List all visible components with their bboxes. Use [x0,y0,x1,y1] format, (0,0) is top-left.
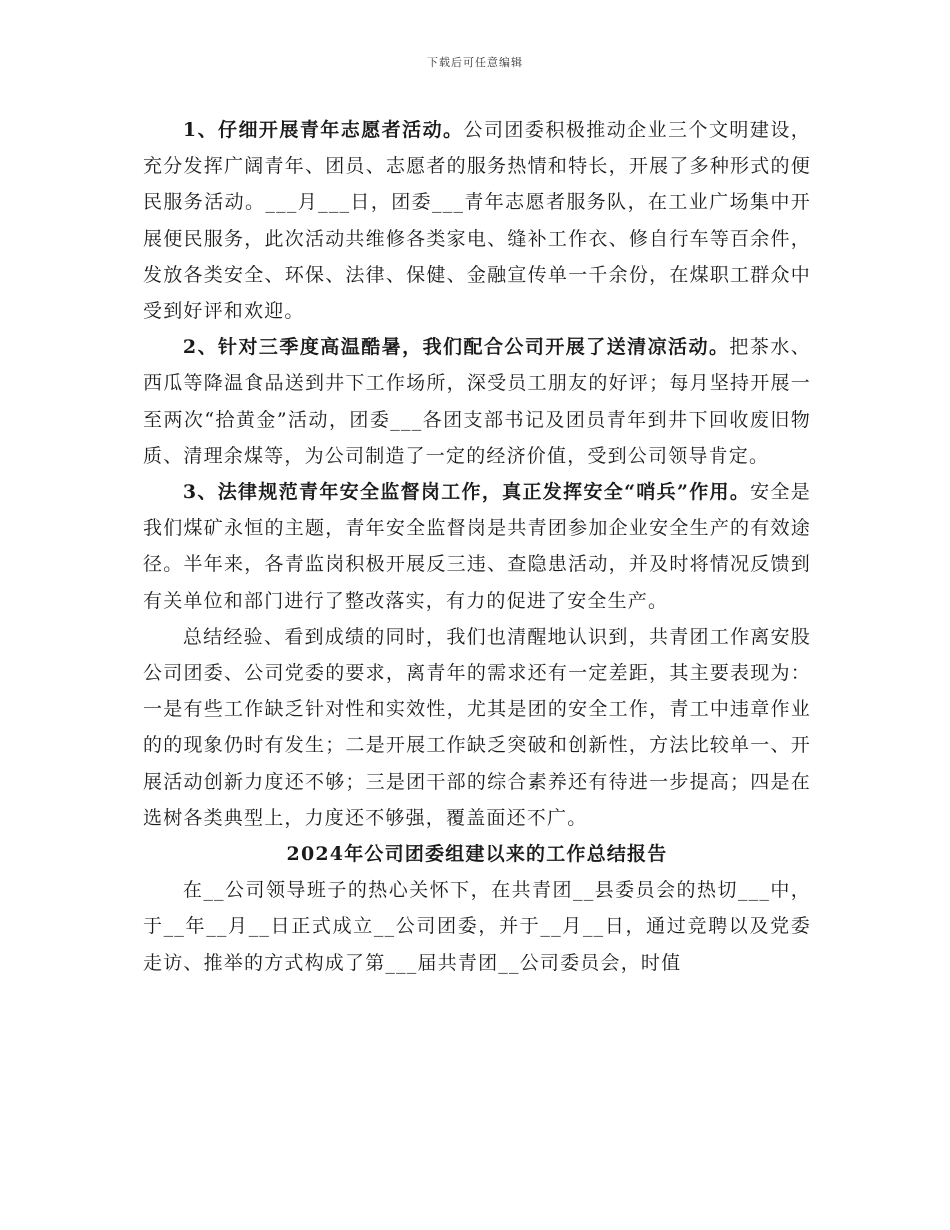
paragraph-lead: 3、法律规范青年安全监督岗工作，真正发挥安全“哨兵”作用。 [182,481,751,504]
section-title: 2024年公司团委组建以来的工作总结报告 [286,843,668,866]
paragraph-safety-supervision [143,474,811,619]
paragraph-summer-cooling [143,329,811,474]
paragraph-text: 把茶水、西瓜等降温食品送到井下工作场所，深受员工朋友的好评；每月坚持开展一至两次“拾黄金”活动，团委___各团支部书记及团员青年到井下回收废旧物质、清理余煤等，为公司制造了一定的经济价值，受到公司领导肯定。 [143,336,811,467]
paragraph-text: 在__公司领导班子的热心关怀下，在共青团__县委员会的热切___中，于__年__月__日正式成立__公司团委，并于__月__日，通过竞聘以及党委走访、推举的方式构成了第___届共青团__公司委员会，时值 [143,879,811,974]
paragraph-text: 安全是我们煤矿永恒的主题，青年安全监督岗是共青团参加企业安全生产的有效途径。半年来，各青监岗积极开展反三违、查隐患活动，并及时将情况反馈到有关单位和部门进行了整改落实，有力的促进了安全生产。 [143,481,811,612]
paragraph-lead: 2、针对三季度高温酷暑，我们配合公司开展了送清凉活动。 [182,336,730,359]
paragraph-lead: 1、仔细开展青年志愿者活动。 [182,119,464,141]
document-body [143,112,811,981]
paragraph-volunteer-activities [143,112,811,329]
paragraph-summary-shortcomings [143,619,811,836]
paragraph-text: 公司团委积极推动企业三个文明建设，充分发挥广阔青年、团员、志愿者的服务热情和特长，开展了多种形式的便民服务活动。___月___日，团委___青年志愿者服务队，在工业广场集中开展便民服务，此次活动共维修各类家电、缝补工作衣、修自行车等百余件，发放各类安全、环保、法律、保健、金融宣传单一千余份，在煤职工群众中受到好评和欢迎。 [143,119,811,323]
paragraph-establishment [143,872,811,981]
page-header-note: 下载后可任意编辑 [427,56,523,69]
paragraph-text: 总结经验、看到成绩的同时，我们也清醒地认识到，共青团工作离安股公司团委、公司党委的要求，离青年的需求还有一定差距，其主要表现为：一是有些工作缺乏针对性和实效性，尤其是团的安全工作，青工中违章作业的的现象仍时有发生；二是开展工作缺乏突破和创新性，方法比较单一、开展活动创新力度还不够；三是团干部的综合素养还有待进一步提高；四是在选树各类典型上，力度还不够强，覆盖面还不广。 [143,625,811,829]
